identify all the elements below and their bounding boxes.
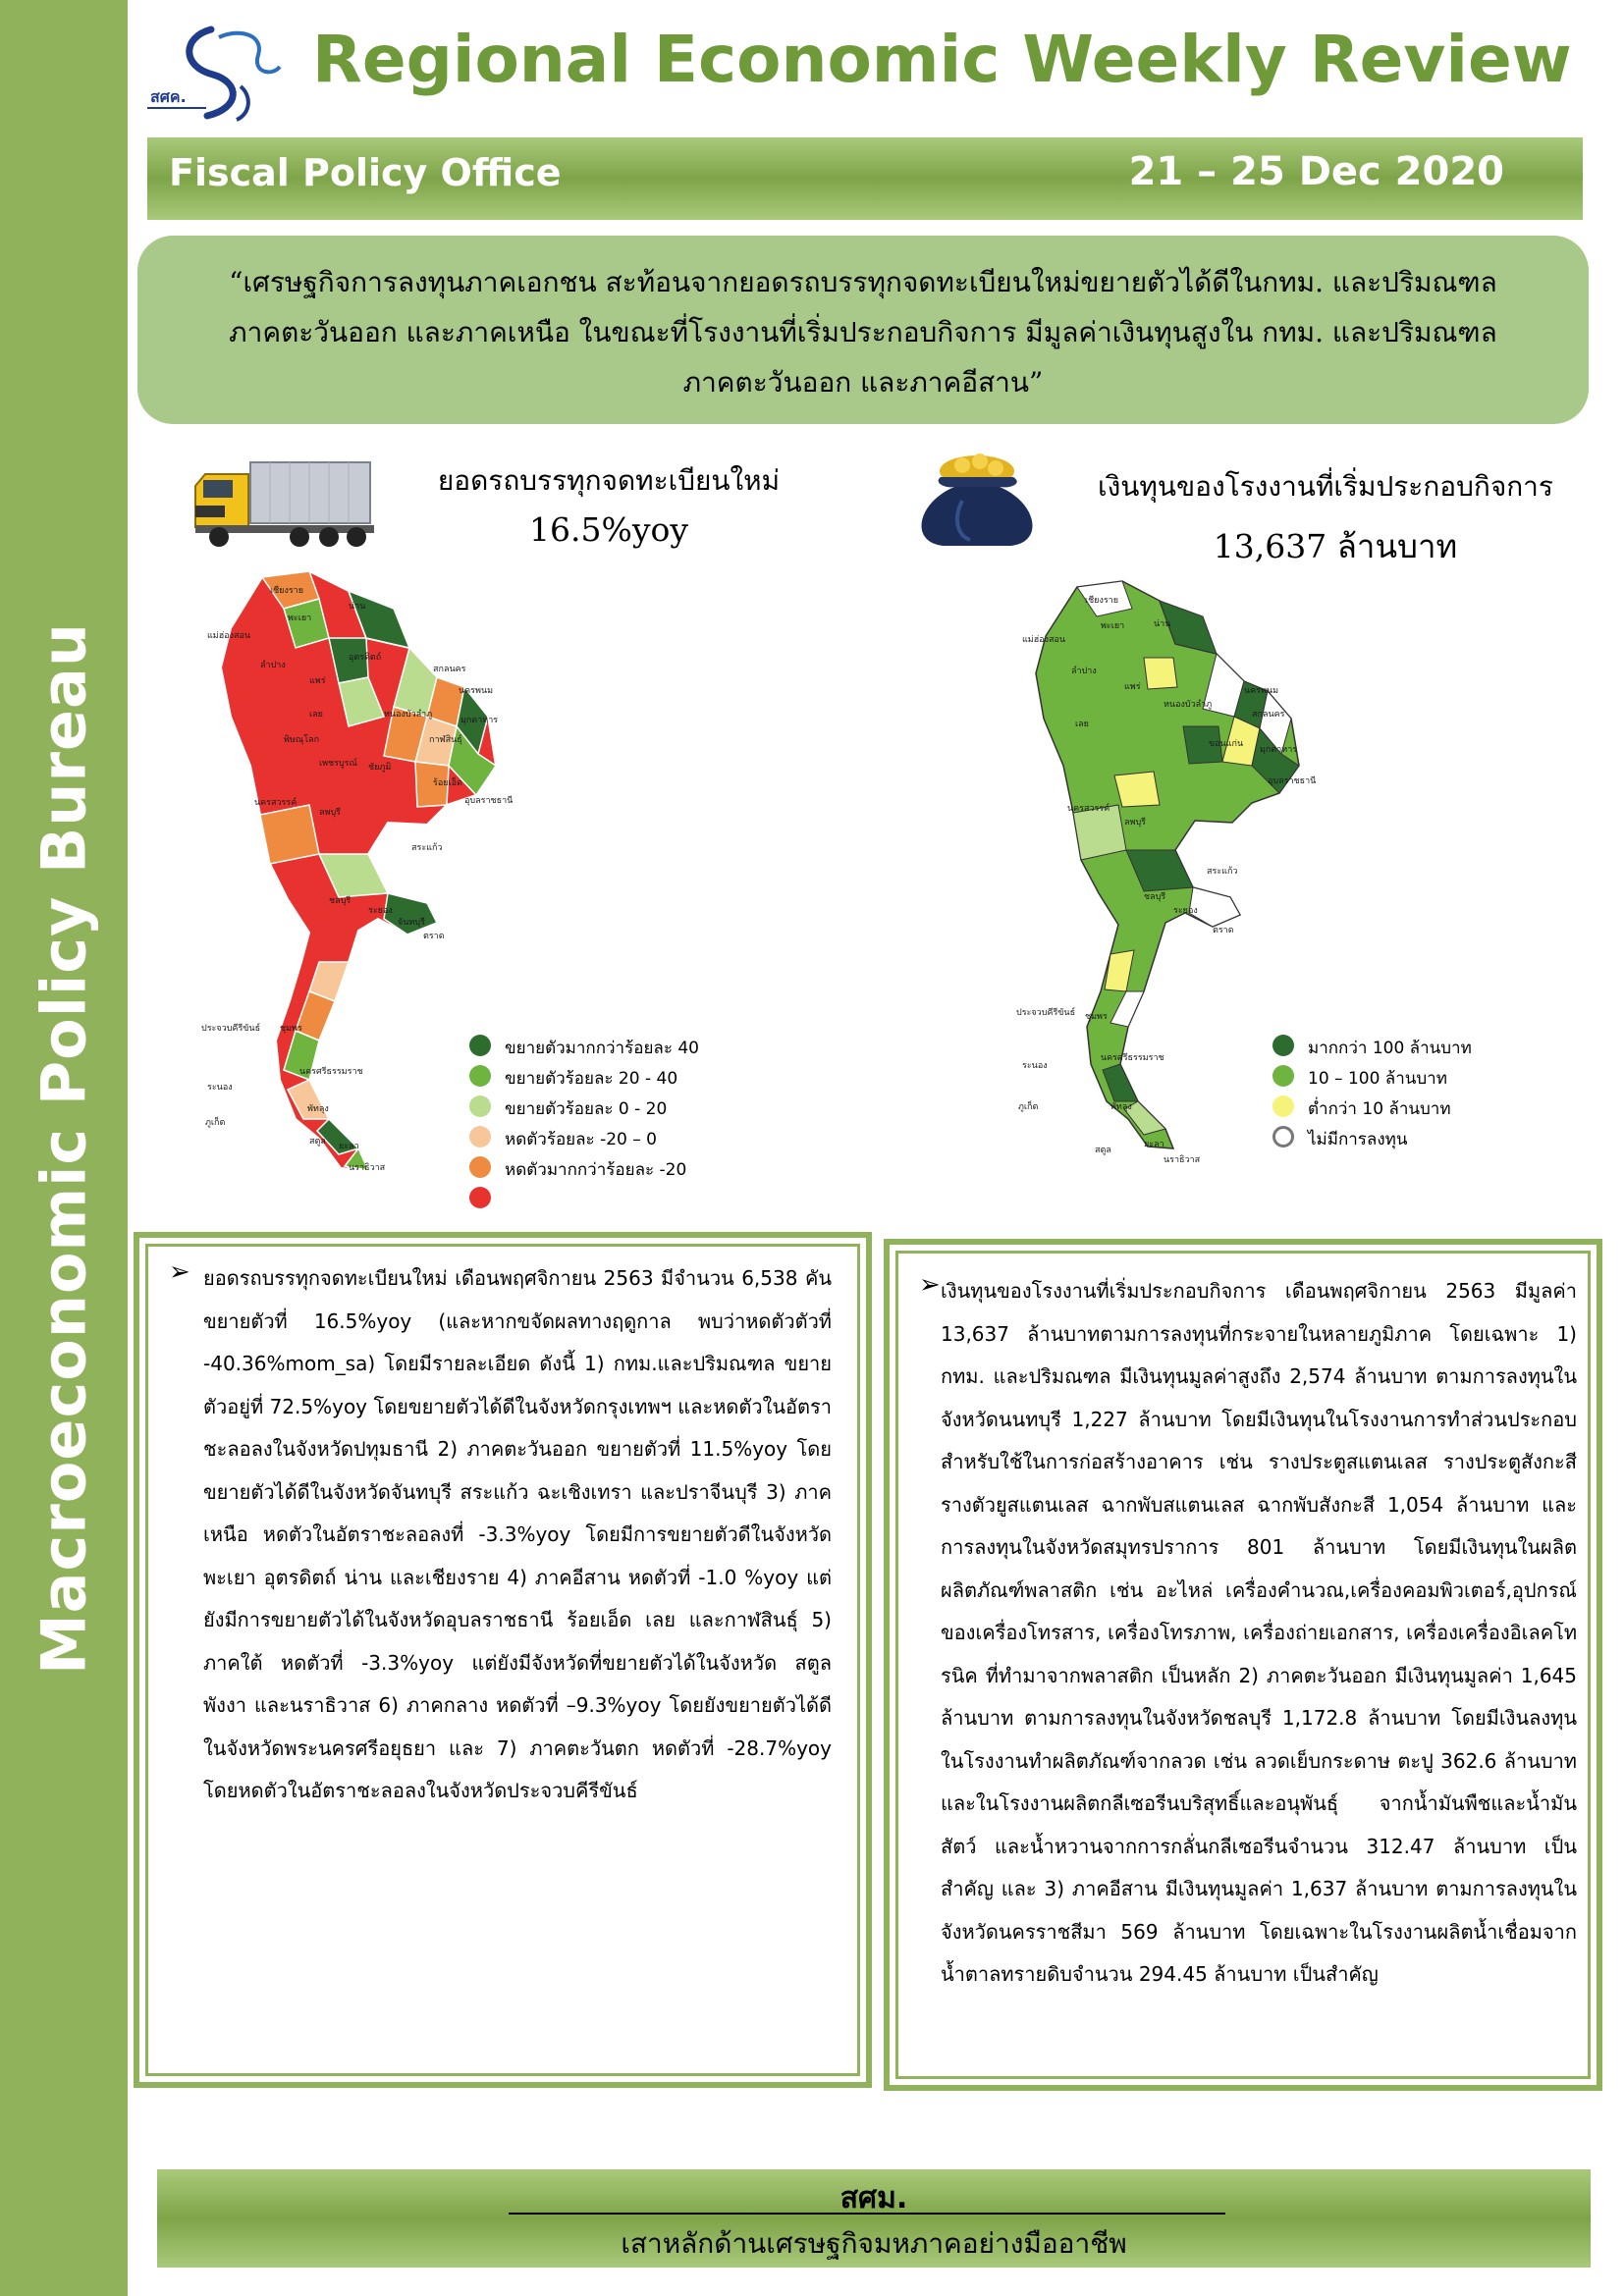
province-label: สกลนคร <box>1252 710 1285 720</box>
province-label: นครสวรรค์ <box>1067 804 1110 814</box>
page-title: Regional Economic Weekly Review <box>312 22 1572 97</box>
province-label: สตูล <box>309 1137 326 1147</box>
province-label: อุตรดิตถ์ <box>349 653 382 663</box>
province-label: สระแก้ว <box>411 843 443 853</box>
province-label: เชียงราย <box>1085 596 1119 606</box>
province-label: หนองบัวลำภู <box>1164 700 1213 710</box>
province-label: ตราด <box>1213 926 1234 935</box>
truck-value: 16.5%yoy <box>529 510 688 549</box>
province-label: ระยอง <box>368 906 393 916</box>
truck-icon <box>191 456 378 550</box>
legend-label: ขยายตัวร้อยละ 20 - 40 <box>505 1069 678 1089</box>
province-label: เลย <box>309 710 323 720</box>
province-label: ยะลา <box>1144 1140 1164 1149</box>
province-label: ระยอง <box>1173 906 1198 916</box>
province-label: ประจวบคีรีขันธ์ <box>201 1024 261 1034</box>
factory-value: 13,637 ล้านบาท <box>1213 527 1458 565</box>
footer-org: สศม. <box>839 2181 908 2216</box>
bullet-arrow-icon: ➢ <box>169 1257 190 1287</box>
legend-swatch <box>1272 1095 1294 1117</box>
issue-date: 21 – 25 Dec 2020 <box>1128 149 1504 194</box>
legend-swatch <box>469 1126 491 1148</box>
legend-label: 10 – 100 ล้านบาท <box>1308 1069 1447 1089</box>
province-label: แพร่ <box>1124 682 1141 692</box>
summary-quote-text: “เศรษฐกิจการลงทุนภาคเอกชน สะท้อนจากยอดรถบรรทุกจดทะเบียนใหม่ขยายตัวได้ดีในกทม. และปริมณฑล ภาคตะวันออก และภาคเหนือ ในขณะที่โรงงานที่เริ่มประกอบกิจการ มีมูลค่าเงินทุนสูงใน กทม. และปริมณฑล ภาคตะวันออก และภาคอีสาน” <box>229 266 1497 399</box>
province-label: พิษณุโลก <box>284 735 320 745</box>
legend-label: ขยายตัวร้อยละ 0 - 20 <box>505 1099 668 1119</box>
legend-swatch <box>469 1095 491 1117</box>
legend-swatch <box>469 1065 491 1087</box>
province-label: น่าน <box>1154 619 1171 629</box>
legend-label: หดตัวมากกว่าร้อยละ -20 <box>505 1160 687 1180</box>
province-label: มุกดาหาร <box>460 716 499 725</box>
province-label: เพชรบูรณ์ <box>319 759 357 769</box>
province-label: นครพนม <box>459 686 494 696</box>
truck-detail-box <box>134 1232 872 2088</box>
province-label: พัทลุง <box>307 1104 329 1114</box>
province-label: จันทบุรี <box>398 918 425 928</box>
legend-swatch <box>469 1035 491 1056</box>
legend-swatch <box>469 1187 491 1208</box>
province-label: พะเยา <box>1101 621 1125 631</box>
province-label: ประจวบคีรีขันธ์ <box>1016 1008 1076 1018</box>
legend-swatch <box>1272 1065 1294 1087</box>
money-bag-icon <box>903 442 1051 550</box>
bullet-arrow-icon: ➢ <box>919 1270 941 1300</box>
province-label: ลพบุรี <box>319 808 341 818</box>
province-label: นครศรีธรรมราช <box>299 1067 363 1077</box>
truck-detail-text: ยอดรถบรรทุกจดทะเบียนใหม่ เดือนพฤศจิกายน 2563 มีจำนวน 6,538 คัน ขยายตัวที่ 16.5%yoy (และหากขจัดผลทางฤดูกาล พบว่าหดตัวตัวที่ -40.36%mom_sa) โดยมีรายละเอียด ดังนี้ 1) กทม.และปริมณฑล ขยายตัวอยู่ที่ 72.5%yoy โดยขยายตัวได้ดีในจังหวัดกรุงเทพฯ และหดตัวในอัตราชะลอลงในจังหวัดปทุมธานี 2) ภาคตะวันออก ขยายตัวที่ 11.5%yoy โดยขยายตัวได้ดีในจังหวัดจันทบุรี สระแก้ว ฉะเชิงเทรา และปราจีนบุรี 3) ภาคเหนือ หดตัวในอัตราชะลอลงที่ -3.3%yoy โดยมีการขยายตัวดีในจังหวัดพะเยา อุตรดิตถ์ น่าน และเชียงราย 4) ภาคอีสาน หดตัวที่ -1.0 %yoy แต่ยังมีการขยายตัวได้ในจังหวัดอุบลราชธานี ร้อยเอ็ด เลย และกาฬสินธุ์ 5) ภาคใต้ หดตัวที่ -3.3%yoy แต่ยังมีจังหวัดที่ขยายตัวได้ในจังหวัด สตูล พังงา และนราธิวาส 6) ภาคกลาง หดตัวที่ –9.3%yoy โดยยังขยายตัวได้ดีในจังหวัดพระนครศรีอยุธยา และ 7) ภาคตะวันตก หดตัวที่ -28.7%yoy โดยหดตัวในอัตราชะลอลงในจังหวัดประจวบคีรีขันธ์ <box>203 1266 832 1802</box>
province-label: นครสวรรค์ <box>254 798 298 808</box>
province-label: สกลนคร <box>433 665 466 674</box>
legend-label: มากกว่า 100 ล้านบาท <box>1308 1039 1472 1058</box>
province-label: นราธิวาส <box>349 1163 386 1173</box>
legend-label: หดตัวร้อยละ -20 – 0 <box>505 1130 657 1149</box>
legend-swatch <box>1272 1126 1294 1148</box>
province-label: น่าน <box>349 602 366 612</box>
sidebar <box>0 0 128 2296</box>
legend-swatch <box>1272 1035 1294 1056</box>
office-name: Fiscal Policy Office <box>169 151 562 194</box>
province-label: กาฬสินธุ์ <box>429 735 462 745</box>
province-label: ขอนแก่น <box>1209 739 1244 749</box>
province-label: ยะลา <box>339 1142 359 1151</box>
province-label: แม่ฮ่องสอน <box>207 631 251 641</box>
sidebar-label: Macroeconomic Policy Bureau <box>27 621 100 1676</box>
footer-slogan: เสาหลักด้านเศรษฐกิจมหภาคอย่างมืออาชีพ <box>621 2227 1127 2260</box>
legend-label: ต่ำกว่า 10 ล้านบาท <box>1308 1099 1451 1119</box>
legend-label: ไม่มีการลงทุน <box>1308 1130 1408 1149</box>
province-label: ลำปาง <box>260 661 286 670</box>
province-label: พัทลุง <box>1110 1102 1132 1112</box>
province-label: ลำปาง <box>1071 667 1097 676</box>
province-label: ชุมพร <box>280 1024 302 1034</box>
footer-band <box>157 2169 1591 2268</box>
office-band <box>147 137 1583 220</box>
legend-swatch <box>469 1156 491 1178</box>
logo-text: สศค. <box>150 87 187 106</box>
province-label: ภูเก็ต <box>1018 1102 1039 1112</box>
province-label: นครพนม <box>1244 686 1279 696</box>
province-label: ชุมพร <box>1085 1012 1108 1022</box>
province-label: พะเยา <box>288 614 312 623</box>
province-label: เชียงราย <box>270 586 304 596</box>
province-label: เลย <box>1075 720 1089 729</box>
province-label: ระนอง <box>1022 1061 1048 1071</box>
province-label: ระนอง <box>207 1083 233 1093</box>
province-label: หนองบัวลำภู <box>384 710 433 720</box>
province-label: อุบลราชธานี <box>1268 776 1317 786</box>
province-label: แม่ฮ่องสอน <box>1022 635 1066 645</box>
footer-divider <box>509 2213 1225 2215</box>
province-label: นราธิวาส <box>1164 1155 1201 1165</box>
province-label: มุกดาหาร <box>1260 745 1298 755</box>
factory-detail-text: เงินทุนของโรงงานที่เริ่มประกอบกิจการ เดือนพฤศจิกายน 2563 มีมูลค่า 13,637 ล้านบาทตามการลงทุนที่กระจายในหลายภูมิภาค โดยเฉพาะ 1) กทม. และปริมณฑล มีเงินทุนมูลค่าสูงถึง 2,574 ล้านบาท ตามการลงทุนในจังหวัดนนทบุรี 1,227 ล้านบาท โดยมีเงินทุนในโรงงานการทำส่วนประกอบสำหรับใช้ในการก่อสร้างอาคาร เช่น รางประตูสแตนเลส รางประตูสังกะสี รางตัวยูสแตนเลส ฉากพับสแตนเลส ฉากพับสังกะสี 1,054 ล้านบาท และการลงทุนในจังหวัดสมุทรปราการ 801 ล้านบาท โดยมีเงินทุนในผลิต ผลิตภัณฑ์พลาสติก เช่น อะไหล่ เครื่องคำนวณ,เครื่องคอมพิวเตอร์,อุปกรณ์ของเครื่องโทรสาร, เครื่องโทรภาพ, เครื่องถ่ายเอกสาร, เครื่องเครื่องอิเลคโทรนิค ที่ทำมาจากพลาสติก เป็นหลัก 2) ภาคตะวันออก มีเงินทุนมูลค่า 1,645 ล้านบาท ตามการลงทุนในจังหวัดชลบุรี 1,172.8 ล้านบาท โดยมีเงินลงทุนในโรงงานทำผลิตภัณฑ์จากลวด เช่น ลวดเย็บกระดาษ ตะปู 362.6 ล้านบาท และในโรงงานผลิตกลีเซอรีนบริสุทธิ์และอนุพันธุ์ จากน้ำมันพืชและน้ำมันสัตว์ และน้ำหวานจากการกลั่นกลีเซอรีนจำนวน 312.47 ล้านบาท เป็นสำคัญ และ 3) ภาคอีสาน มีเงินทุนมูลค่า 1,637 ล้านบาท ตามการลงทุนในจังหวัดนครราชสีมา 569 ล้านบาท โดยเฉพาะในโรงงานผลิตน้ำเชื่อมจากน้ำตาลทรายดิบจำนวน 294.45 ล้านบาท เป็นสำคัญ <box>941 1279 1577 1986</box>
province-label: สระแก้ว <box>1207 867 1238 877</box>
province-label: ลพบุรี <box>1124 818 1146 828</box>
truck-headline: ยอดรถบรรทุกจดทะเบียนใหม่ <box>437 464 781 497</box>
summary-quote <box>137 236 1589 424</box>
province-label: ร้อยเอ็ด <box>433 778 462 788</box>
province-label: ภูเก็ต <box>205 1118 226 1128</box>
province-label: ชลบุรี <box>1144 892 1166 902</box>
province-label: อุบลราชธานี <box>464 796 514 806</box>
province-label: แพร่ <box>309 676 326 686</box>
fpo-logo-icon <box>142 18 290 131</box>
province-label: นครศรีธรรมราช <box>1101 1053 1164 1063</box>
factory-detail-box <box>884 1239 1602 2091</box>
province-label: สตูล <box>1095 1146 1111 1155</box>
province-label: ชลบุรี <box>329 896 352 906</box>
province-label: ชัยภูมิ <box>368 763 392 773</box>
legend-label: ขยายตัวมากกว่าร้อยละ 40 <box>505 1039 699 1058</box>
factory-headline: เงินทุนของโรงงานที่เริ่มประกอบกิจการ <box>1098 470 1553 503</box>
province-label: ตราด <box>423 932 445 941</box>
